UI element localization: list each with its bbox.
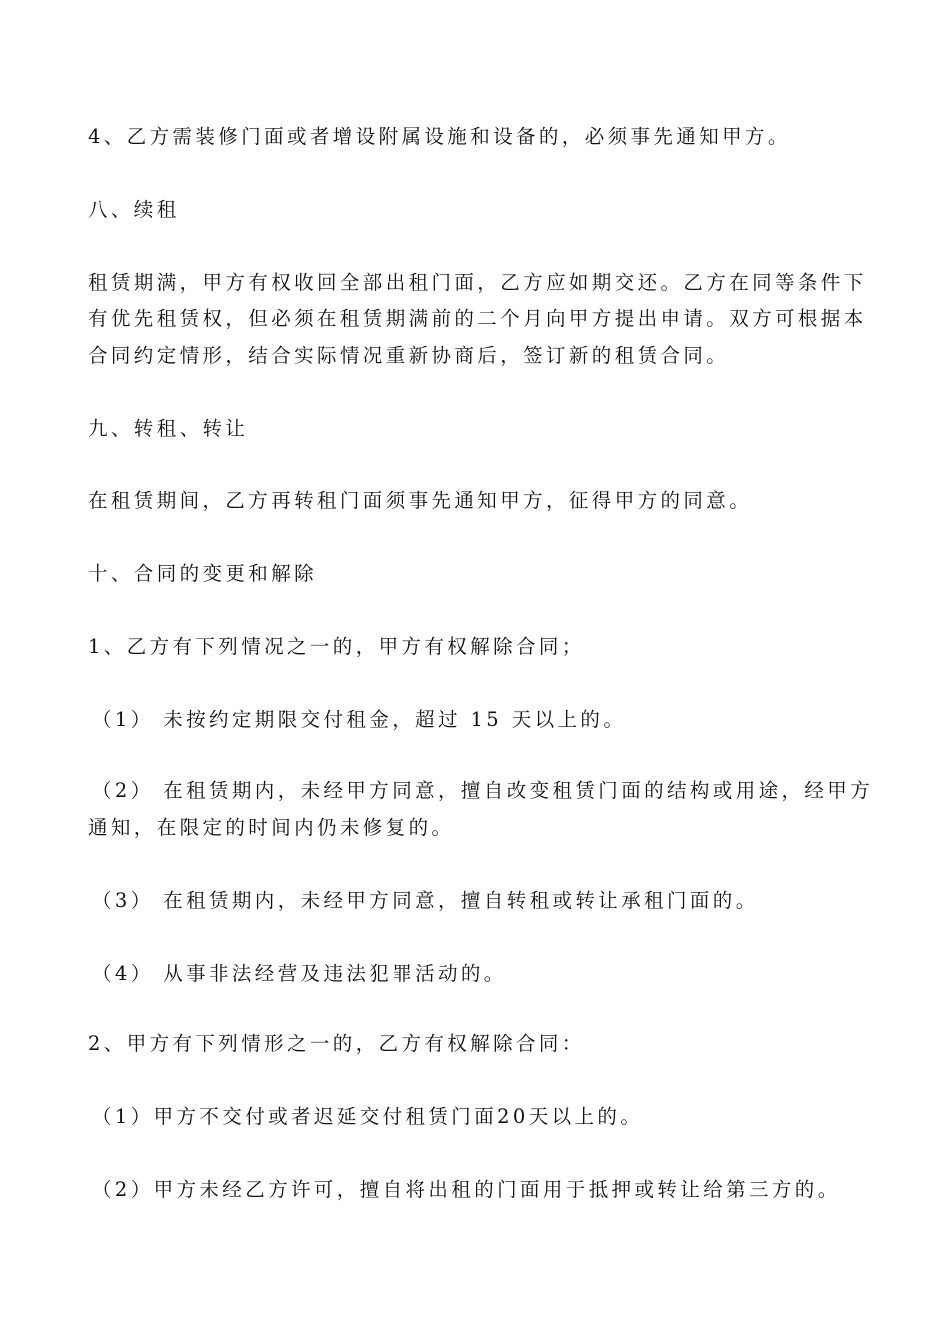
section-heading-termination: 十、合同的变更和解除 <box>88 562 318 585</box>
renewal-paragraph-line-1: 租赁期满，甲方有权收回全部出租门面，乙方应如期交还。乙方在同等条件下 <box>88 271 867 294</box>
section-heading-sublease: 九、转租、转让 <box>88 417 249 440</box>
termination-item-2-sub-1: （1）甲方不交付或者迟延交付租赁门面20天以上的。 <box>92 1105 644 1128</box>
termination-item-1-sub-1: （1） 未按约定期限交付租金，超过 15 天以上的。 <box>92 708 627 731</box>
termination-item-1-sub-4: （4） 从事非法经营及违法犯罪活动的。 <box>92 962 507 985</box>
termination-item-1-sub-3: （3） 在租赁期内，未经甲方同意，擅自转租或转让承租门面的。 <box>92 889 759 912</box>
sublease-paragraph: 在租赁期间，乙方再转租门面须事先通知甲方，征得甲方的同意。 <box>88 489 753 512</box>
clause-7-item-4: 4、乙方需装修门面或者增设附属设施和设备的，必须事先通知甲方。 <box>88 125 791 148</box>
termination-item-1-sub-2-line-2: 通知，在限定的时间内仍未修复的。 <box>88 816 455 839</box>
termination-item-2: 2、甲方有下列情形之一的，乙方有权解除合同： <box>88 1032 585 1055</box>
termination-item-2-sub-2: （2）甲方未经乙方许可，擅自将出租的门面用于抵押或转让给第三方的。 <box>92 1178 841 1201</box>
renewal-paragraph-line-2: 有优先租赁权，但必须在租赁期满前的二个月向甲方提出申请。双方可根据本 <box>88 307 867 330</box>
renewal-paragraph-line-3: 合同约定情形，结合实际情况重新协商后，签订新的租赁合同。 <box>88 344 730 367</box>
section-heading-renewal: 八、续租 <box>88 198 180 221</box>
termination-item-1-sub-2-line-1: （2） 在租赁期内，未经甲方同意，擅自改变租赁门面的结构或用途，经甲方 <box>92 779 874 802</box>
termination-item-1: 1、乙方有下列情况之一的，甲方有权解除合同； <box>88 635 585 658</box>
